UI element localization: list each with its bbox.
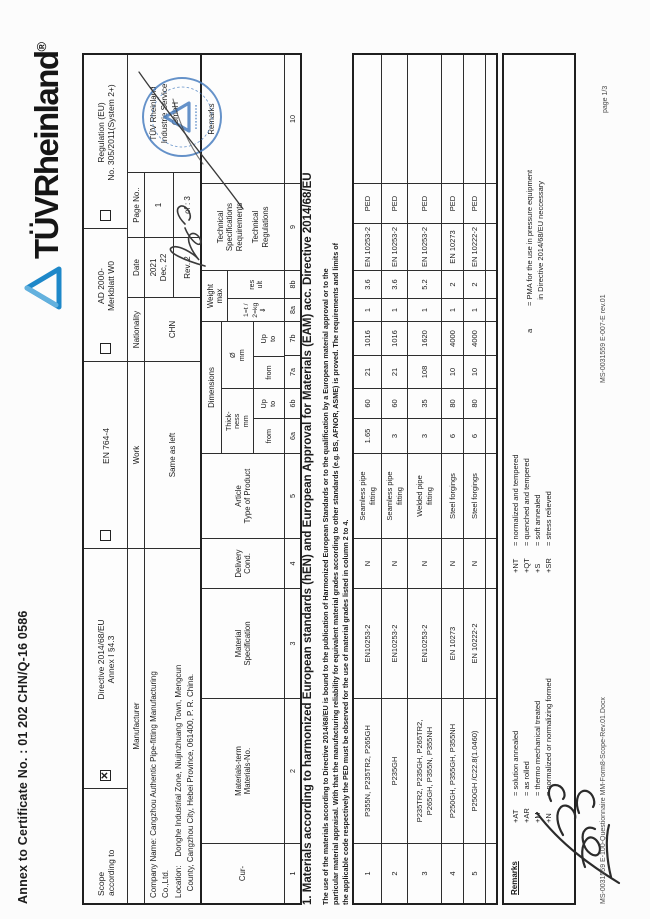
page-no-value: 1 bbox=[145, 173, 174, 237]
thickness-from-cell: 3 bbox=[408, 418, 441, 453]
weight-result-cell: 5.2 bbox=[408, 270, 441, 298]
remark-cell bbox=[442, 55, 463, 183]
manufacturer-details: Company Name: Cangzhou Authentic Pipe-fitting Manufacturing Co.,Ltd. Location: Donghe Industrial Zone, Niujinzhuang Town, Mengcun County, Cangzhou City, Hebei Province, 061400, P. R. China. bbox=[148, 664, 195, 898]
remarks-legend-group-3: a = PMA for the use in pressure equipment in Directive 2014/68/EU neccessary bbox=[525, 169, 545, 333]
manufacturer-column bbox=[128, 548, 200, 903]
thickness-from-cell: 6 bbox=[464, 418, 485, 453]
col-header-remarks: Remarks bbox=[207, 103, 216, 135]
date-value: 2021 Dec, 22 bbox=[145, 238, 174, 297]
tech-reg-cell: PED bbox=[464, 183, 485, 223]
col-header-current-no: Cur- bbox=[202, 843, 284, 903]
spec-cell: EN 10273 bbox=[442, 588, 463, 698]
thickness-upto-cell: 60 bbox=[354, 388, 381, 418]
brand-name: TÜVRheinland® bbox=[28, 41, 65, 259]
col-number: 7a bbox=[285, 355, 300, 388]
col-number: 6b bbox=[285, 388, 300, 418]
col-number: 8b bbox=[285, 270, 300, 298]
scope-option-directive bbox=[84, 548, 127, 788]
remarks-legend-label: Remarks bbox=[510, 861, 519, 895]
diameter-from-cell: 10 bbox=[464, 355, 485, 388]
col-number: 10 bbox=[288, 115, 297, 123]
nationality-column bbox=[128, 297, 200, 361]
col-number: 9 bbox=[285, 183, 300, 270]
thickness-upto-cell: 60 bbox=[382, 388, 407, 418]
thickness-upto-cell: 80 bbox=[464, 388, 485, 418]
thickness-from-header: from bbox=[254, 418, 285, 453]
col-number: 8a bbox=[285, 298, 300, 321]
col-header-materials: Materials-term Materials-No. bbox=[202, 698, 284, 843]
tech-spec-cell: EN 10253-2 bbox=[382, 223, 407, 270]
tech-spec-cell: EN 10253-2 bbox=[354, 223, 381, 270]
row-no: 4 bbox=[442, 843, 463, 903]
tech-spec-cell: EN 10222-2 bbox=[464, 223, 485, 270]
tech-reg-cell: PED bbox=[408, 183, 441, 223]
weight-result-cell: 2 bbox=[442, 270, 463, 298]
weight-unit-cell: 1 bbox=[464, 298, 485, 321]
spec-cell: EN10253-2 bbox=[408, 588, 441, 698]
spec-cell: EN 10222-2 bbox=[464, 588, 485, 698]
materials-cell: P250GH, P355GH, P355NH bbox=[442, 698, 463, 843]
tech-reg-cell: PED bbox=[354, 183, 381, 223]
scope-option-regulation bbox=[84, 55, 127, 228]
page-no-header: Page No.. bbox=[128, 173, 145, 237]
thickness-from-cell: 6 bbox=[442, 418, 463, 453]
table-row bbox=[442, 55, 464, 903]
footer-document-id: MS-0031559 E-100-Questionnaire MM-Form8-Scope-Rev.01.Docx bbox=[600, 697, 607, 904]
scope-option-label: AD 2000- Merkblatt W0 bbox=[95, 260, 116, 312]
spec-cell: EN10253-2 bbox=[382, 588, 407, 698]
scope-options-row bbox=[84, 55, 128, 903]
section-heading: 1. Materials according to harmonized European standards (hEN) and European Approval for Materials (EAM) acc. Directive 2014/68/EU bbox=[302, 172, 314, 905]
scope-label: Scope according to bbox=[84, 788, 127, 903]
diameter-from-cell: 10 bbox=[442, 355, 463, 388]
diameter-upto-header: Up to bbox=[259, 334, 277, 344]
diameter-header: Ø mm bbox=[228, 349, 247, 362]
weight-unit-cell: 1 bbox=[442, 298, 463, 321]
manufacturer-header: Manufacturer bbox=[128, 549, 145, 903]
article-cell: Steel forgings bbox=[464, 453, 485, 538]
diameter-upto-cell: 4000 bbox=[442, 321, 463, 355]
unchecked-checkbox bbox=[100, 343, 111, 354]
tech-reg-cell: PED bbox=[382, 183, 407, 223]
tuv-rheinland-logo bbox=[22, 42, 69, 311]
diameter-from-cell: 21 bbox=[354, 355, 381, 388]
delivery-cell: N bbox=[442, 538, 463, 588]
article-cell: Seamless pipe fitting bbox=[382, 453, 407, 538]
diameter-from-cell: 21 bbox=[382, 355, 407, 388]
col-number: 1 bbox=[285, 843, 300, 903]
revision-value: Rev..2 bbox=[182, 256, 192, 279]
tech-spec-cell: EN 10253-2 bbox=[408, 223, 441, 270]
col-number: 7b bbox=[285, 321, 300, 355]
row-no: 3 bbox=[408, 843, 441, 903]
row-no: 2 bbox=[382, 843, 407, 903]
row-no: 1 bbox=[354, 843, 381, 903]
article-cell: Welded pipe fitting bbox=[408, 453, 441, 538]
issuing-organization: TÜV Rheinland Industrie Service GmbH bbox=[148, 83, 180, 144]
handwritten-signature bbox=[523, 767, 641, 897]
col-number: 6a bbox=[285, 418, 300, 453]
scope-option-label: EN 764-4 bbox=[100, 428, 111, 464]
remark-cell bbox=[408, 55, 441, 183]
remarks-legend-group-2: +NT = normalized and tempered +QT = quenched and tempered +S = soft annealed +SR = stress relieved bbox=[511, 454, 553, 573]
page-of-value: of : 3 bbox=[182, 196, 192, 214]
materials-cell: P235GH bbox=[382, 698, 407, 843]
ren-signature bbox=[139, 72, 243, 266]
thickness-from-cell: 3 bbox=[382, 418, 407, 453]
checked-checkbox: ✕ bbox=[99, 771, 111, 780]
weight-unit-cell: 1 bbox=[354, 298, 381, 321]
thickness-header: Thick- ness mm bbox=[222, 388, 253, 453]
weight-title: Weight max bbox=[202, 271, 228, 321]
table-row bbox=[408, 55, 442, 903]
weight-unit-cell: 1 bbox=[408, 298, 441, 321]
column-numbers-row bbox=[285, 55, 300, 903]
footer-page-number: page 1/3 bbox=[602, 85, 609, 113]
col-header-specification: Material Specification bbox=[202, 588, 284, 698]
thickness-upto-cell: 35 bbox=[408, 388, 441, 418]
thickness-upto-cell: 80 bbox=[442, 388, 463, 418]
stamp-and-signature-area bbox=[133, 44, 258, 304]
technical-regulations-label: Technical Regulations bbox=[251, 206, 270, 248]
diameter-from-header: from bbox=[254, 356, 285, 389]
diameter-from-cell: 108 bbox=[408, 355, 441, 388]
col-number: 3 bbox=[285, 588, 300, 698]
article-cell: Steel forgings bbox=[442, 453, 463, 538]
scope-option-label: Regulation (EU) No. 305/2011(System 2+) bbox=[95, 84, 116, 181]
tech-reg-cell: PED bbox=[442, 183, 463, 223]
empty-table-row bbox=[486, 55, 496, 903]
weight-unit-cell: 1 bbox=[382, 298, 407, 321]
scope-option-en764 bbox=[84, 361, 127, 548]
tuv-triangle-icon bbox=[22, 265, 69, 311]
materials-cell: P250GH /C22.8(1.0460) bbox=[464, 698, 485, 843]
diameter-upto-cell: 1016 bbox=[354, 321, 381, 355]
tech-spec-cell: EN 10273 bbox=[442, 223, 463, 270]
nationality-header: Nationality bbox=[128, 298, 145, 361]
delivery-cell: N bbox=[354, 538, 381, 588]
weight-unit-header: 1=t / 2=kg ⇓ bbox=[228, 298, 284, 321]
diameter-upto-cell: 4000 bbox=[464, 321, 485, 355]
section-paragraph: The use of the materials according to Directive 2014/68/EU is bound to the publication of Harmonized European Standards or to the qualification by a European material approval or to the particular material appraisal. With that the manufacturing reliability for equivalent material grades according to other standards (e.g. BS, AFNOR, ASME) is proved. The requirements and limits of the applicable code respectively the PED must be observed for the use of material grades listed in column 2 to 4. bbox=[321, 243, 350, 905]
materials-cell: P235TR2, P235GH, P265TR2, P265GH, P355N, P355NH bbox=[408, 698, 441, 843]
remarks-legend-group-1: +AT = solution annealed +AR = as rolled +M = thermo mechanical treated +N = normalized or normalizing formed bbox=[511, 678, 553, 823]
work-column bbox=[128, 361, 200, 548]
materials-cell: P355N, P235TR2, P265GH bbox=[354, 698, 381, 843]
work-header: Work bbox=[128, 362, 145, 548]
scope-option-label: Directive 2014/68/EU Annex I §4.3 bbox=[95, 619, 116, 700]
delivery-cell: N bbox=[464, 538, 485, 588]
delivery-cell: N bbox=[408, 538, 441, 588]
diameter-upto-cell: 1620 bbox=[408, 321, 441, 355]
company-stamp bbox=[143, 78, 221, 156]
col-header-delivery: Delivery Cond. bbox=[202, 538, 284, 588]
col-group-dimensions bbox=[202, 321, 284, 453]
annex-certificate-title: Annex to Certificate No. : 01 202 CHN/Q-16 0586 bbox=[16, 610, 30, 904]
row-no: 5 bbox=[464, 843, 485, 903]
remark-cell bbox=[382, 55, 407, 183]
remark-cell bbox=[354, 55, 381, 183]
weight-result-cell: 3.6 bbox=[354, 270, 381, 298]
thickness-upto-header: Up to bbox=[254, 388, 285, 418]
col-number: 4 bbox=[285, 538, 300, 588]
col-number: 5 bbox=[285, 453, 300, 538]
thickness-from-cell: 1.65 bbox=[354, 418, 381, 453]
col-header-article: Article Type of Product bbox=[202, 453, 284, 538]
diameter-upto-cell: 1016 bbox=[382, 321, 407, 355]
materials-data-table bbox=[352, 53, 498, 905]
dimensions-title: Dimensions bbox=[202, 322, 222, 453]
unchecked-checkbox bbox=[100, 210, 111, 221]
registered-mark: ® bbox=[34, 41, 49, 52]
weight-result-cell: 3.6 bbox=[382, 270, 407, 298]
table-row bbox=[382, 55, 408, 903]
col-number: 2 bbox=[285, 698, 300, 843]
delivery-cell: N bbox=[382, 538, 407, 588]
footer-form-id: MS-0031559 E-007-E rev.01 bbox=[600, 294, 607, 383]
nationality-value: CHN bbox=[168, 320, 177, 339]
table-row bbox=[354, 55, 382, 903]
work-value: Same as left bbox=[168, 432, 177, 478]
scope-option-ad2000 bbox=[84, 228, 127, 361]
article-cell: Seamless pipe fitting bbox=[354, 453, 381, 538]
spec-cell: EN10253-2 bbox=[354, 588, 381, 698]
unchecked-checkbox bbox=[100, 530, 111, 541]
weight-result-header: res ult bbox=[246, 279, 264, 290]
technical-specifications-label: Technical Specifications Requirements bbox=[215, 202, 244, 252]
remark-cell bbox=[464, 55, 485, 183]
table-row bbox=[464, 55, 486, 903]
date-header: Date bbox=[128, 238, 145, 297]
weight-result-cell: 2 bbox=[464, 270, 485, 298]
